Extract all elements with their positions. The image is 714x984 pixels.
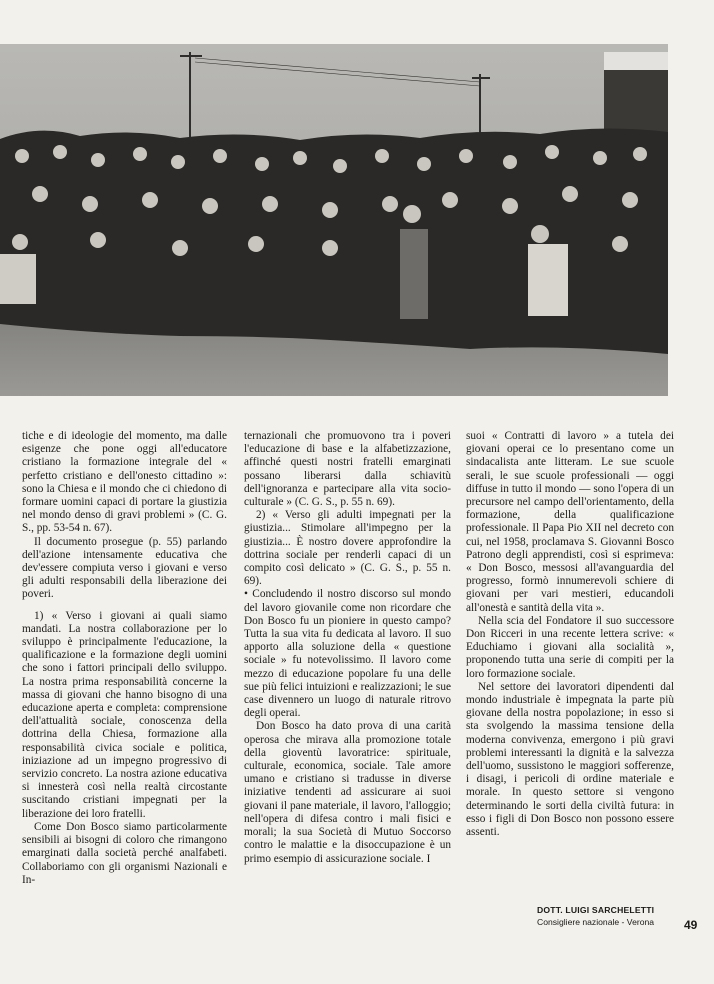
paragraph: Nel settore dei lavoratori dipendenti dal mondo industriale è impegnata la parte più giovane della nostra popolazione; in esso si sta svolgendo la massima tensione della moderna convivenza, emergono i più gravi problemi interessanti la dignità e la salvezza dell'uomo, sussistono le maggiori sofferenze, i disagi, i pericoli di ordine materiale e morale. In questo settore si vengono determinando le sorti della civiltà futura: in esso i figli di Don Bosco non possono essere assenti. <box>466 680 674 839</box>
text-column-3 <box>466 430 674 839</box>
paragraph: 1) « Verso i giovani ai quali siamo mandati. La nostra collaborazione per lo sviluppo è principalmente l'educazione, la qualificazione e la formazione degli uomini che sono i fattori principali dello sviluppo. La nostra prima responsabilità concerne la massa di giovani che hanno bisogno di una educazione aperta e completa: comprensione dell'attualità sociale, conoscenza della dottrina della Chiesa, formazione alla responsabilità civica sociale e politica, iniziazione ad un impegno progressivo di servizio concreto. La nostra azione educativa si innesterà così nella realtà circostante suscitando cristiani impegnati per la liberazione dei loro fratelli. <box>22 609 227 820</box>
paragraph: Don Bosco ha dato prova di una carità operosa che mirava alla promozione totale della gioventù lavoratrice: spirituale, culturale, economica, sociale. Tale amore umano e cristiano si tradusse in diverse iniziative tendenti ad assicurare ai suoi giovani il pane materiale, il lavoro, l'alloggio; nell'opera di difesa contro i mali fisici e morali; la sua Società di Mutuo Soccorso contro le malattie e la disoccupazione è un primo esempio di assicurazione sociale. I <box>244 720 451 865</box>
paragraph: Come Don Bosco siamo particolarmente sensibili ai bisogni di coloro che rimangono emarginati dalla società perché analfabeti. Collaboriamo con gli organismi Nazionali e In- <box>22 820 227 886</box>
page-number: 49 <box>684 918 698 932</box>
text-column-2 <box>244 430 451 866</box>
paragraph: ternazionali che promuovono tra i poveri l'educazione di base e la alfabetizzazione, affinché questi nostri fratelli emarginati possano liberarsi dalla schiavitù dell'ignoranza e partecipare alla vita socio-culturale » (C. G. S., p. 55 n. 69). <box>244 430 451 509</box>
author-role: Consigliere nazionale - Verona <box>537 917 655 927</box>
author-name: DOTT. LUIGI SARCHELETTI <box>537 905 655 915</box>
paragraph: • Concludendo il nostro discorso sul mondo del lavoro giovanile come non ricordare che Don Bosco fu un pioniere in questo campo? Tutta la sua vita fu dedicata al lavoro. Il suo apporto alla soluzione della « questione sociale » fu notevolissimo. Il lavoro come mezzo di educazione popolare fu una delle sue più felici intuizioni e realizzazioni; le sue case divennero un luogo di naturale ritrovo degli operai. <box>244 588 451 720</box>
group-photo <box>0 44 668 396</box>
author-signature <box>537 905 697 927</box>
paragraph: Nella scia del Fondatore il suo successore Don Ricceri in una recente lettera scrive: « Educhiamo i giovani alla socialità », proponendo tutta una serie di compiti per la loro formazione sociale. <box>466 614 674 680</box>
paragraph: suoi « Contratti di lavoro » a tutela dei giovani operai ce lo presentano come un sindacalista ante litteram. Le sue scuole serali, le sue scuole professionali — oggi diffuse in tutto il mondo — sono l'opera di un precursore nel campo dell'orientamento, della formazione, della qualificazione professionale. Il Papa Pio XII nel decreto con cui, nel 1958, proclamava S. Giovanni Bosco Patrono degli apprendisti, così si esprimeva: « Don Bosco, messosi all'avanguardia del progresso, formò innumerevoli schiere di giovani per vari mestieri, educandoli all'onestà e santità della vita ». <box>466 430 674 614</box>
paragraph: Il documento prosegue (p. 55) parlando dell'azione intensamente educativa che dev'essere compiuta verso i giovani e verso gli adulti responsabili della liberazione dei poveri. <box>22 535 227 601</box>
text-column-1 <box>22 430 227 887</box>
paragraph: tiche e di ideologie del momento, ma dalle esigenze che pone oggi all'educatore cristiano la formazione integrale del « perfetto cristiano e dell'onesto cittadino »: sono la Chiesa e il mondo che ci chiedono di formare uomini capaci di portare la giustizia nel mondo denso di gravi problemi » (C. G. S., pp. 53-54 n. 67). <box>22 430 227 535</box>
paragraph: 2) « Verso gli adulti impegnati per la giustizia... Stimolare all'impegno per la giustizia... È nostro dovere approfondire la dottrina sociale per renderli capaci di un compito così delicato » (C. G. S., p. 55 n. 69). <box>244 509 451 588</box>
